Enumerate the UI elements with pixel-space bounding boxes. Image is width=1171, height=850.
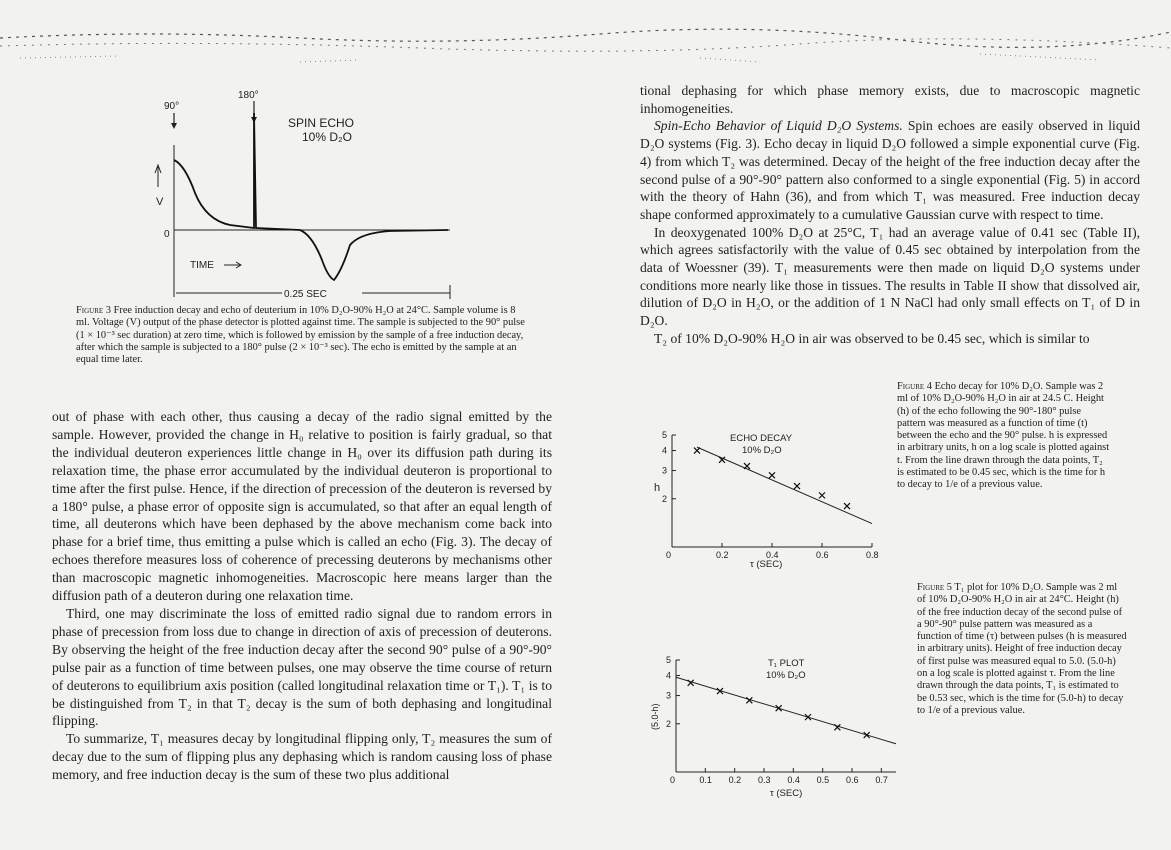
left-column [52, 408, 552, 784]
figure-3-caption-text: Free induction decay and echo of deuterium in 10% D₂O-90% H₂O at 24°C. Sample volume is 8 ml. Voltage (V) output of the phase detector is plotted against time. The sample is subjected to the 90° pulse (1 × 10⁻³ sec duration) at zero time, which is followed by emission by the sample of a free induction decay, after which the sample is subjected to a 180° pulse (2 × 10⁻³ sec). The echo is emitted by the sample at an equal time later. [76, 305, 525, 366]
figure-3-caption-head: Figure 3 [76, 305, 111, 316]
label-90: 90° [164, 101, 180, 112]
time-label: TIME [190, 260, 214, 271]
fig4-y-tick-label: 4 [662, 445, 668, 456]
left-paragraph-2: Third, one may discriminate the loss of emitted radio signal due to random errors in phase of precession from loss due to change in direction of axis of precession of deuterons. By observing the height of the free induction decay after the second 90° pulse of a 90°-90° pulse pair as a function of time between pulses, one may observe the time course of return of deuterons to equilibrium axis position (called longitudinal relaxation time or T₁). T₁ is to be distinguished from T₂ in that T₂ decay is the sum of both dephasing and longitudinal flipping. [52, 605, 552, 729]
right-paragraph-3: In deoxygenated 100% D₂O at 25°C, T₁ had an average value of 0.41 sec (Table II), which agrees satisfactorily with the value of 0.45 sec obtained by interpolation from the data of Woessner (39). T₁ measurements were then made on liquid D₂O systems under conditions more nearly like those in tissues. The results in Table II show that dissolved air, dilution of D₂O in H₂O, or the addition of 1 N NaCl had only small effects on T₁ of D in D₂O. [640, 224, 1140, 329]
fig4-data-point [744, 463, 750, 469]
fig5-y-tick-label: 3 [666, 690, 672, 701]
fig5-x-tick-label: 0.2 [728, 775, 742, 785]
fig5-x-tick-label: 0.6 [846, 775, 859, 785]
fig4-data-point [694, 448, 700, 454]
label-180: 180° [238, 90, 259, 101]
fig4-y-label: h [654, 482, 661, 494]
right-paragraph-2 [640, 117, 1140, 223]
fig4-x-label: τ (SEC) [750, 559, 783, 570]
fig5-x-tick-label: 0.1 [699, 775, 712, 785]
figure-4-caption-head: Figure 4 [897, 381, 932, 392]
fig5-data-point [776, 705, 782, 711]
figure-3-title: SPIN ECHO [288, 116, 355, 130]
figure-3-trace [150, 85, 460, 305]
fig5-x-label: τ (SEC) [770, 788, 803, 799]
fig5-x-tick-label: 0.5 [816, 775, 830, 785]
figure-3-subtitle: 10% D₂O [302, 130, 353, 144]
left-paragraph-3: To summarize, T₁ measures decay by longitudinal flipping only, T₂ measures the sum of decay due to the sum of flipping plus any dephasing which is random causing loss of phase memory, and free induction decay is the sum of these two plus additional [52, 731, 552, 783]
fig4-x-tick-label: 0 [666, 550, 672, 560]
fig5-x-tick-label: 0.7 [875, 775, 888, 785]
figure-4-chart [650, 425, 890, 570]
fig5-y-tick-label: 4 [666, 670, 672, 681]
fig5-title: T₁ PLOT [768, 658, 805, 669]
fig5-data-point [834, 724, 840, 730]
right-paragraph-2-body: Spin echoes are easily observed in liquid D₂O systems (Fig. 3). Echo decay in liquid D₂O followed a simple exponential curve (Fig. 4) from which T₂ was determined. Decay of the height of the free induction decay after the second pulse of a 90°-90° pattern also conformed to a single exponential (Fig. 5) in accord with the theory of Hahn (36), and from which T₁ was measured. Free induction decay shape conformed approximately to a cumulative Gaussian curve with respect to time. [640, 118, 1140, 222]
right-column [640, 82, 1140, 348]
fig4-data-point [844, 503, 850, 509]
axis-v-label: V [156, 196, 164, 208]
figure-5-chart [650, 650, 910, 800]
figure-3-caption [76, 305, 526, 366]
right-paragraph-1: tional dephasing for which phase memory exists, due to macroscopic magnetic inhomogeneities. [640, 83, 1140, 116]
fig5-subtitle: 10% D₂O [766, 670, 806, 681]
fig5-y-tick-label: 5 [666, 655, 672, 665]
fig5-x-tick-label: 0.3 [758, 775, 771, 785]
fig4-subtitle: 10% D₂O [742, 445, 782, 456]
fig4-x-tick-label: 0.2 [716, 550, 729, 560]
fig5-x-tick-label: 0.4 [787, 775, 800, 785]
figure-5-caption-head: Figure 5 [917, 582, 952, 593]
figure-4-caption-text: Echo decay for 10% D₂O. Sample was 2 ml of 10% D₂O-90% H₂O in air at 24.5 C. Height (h) of the echo following the 90°-180° pulse pattern was measured as a function of time (t) between the echo and the 90° pulse. h is expressed in arbitrary units, h on a log scale is plotted against t. From the line drawn through the data points, T₂ is estimated to be 0.45 sec, which is the time for h to decay to 1/e of a previous value. [897, 381, 1110, 491]
fig5-y-label: (5.0-h) [650, 703, 660, 730]
fig5-y-tick-label: 2 [666, 718, 672, 729]
scan-noise-band [0, 18, 1171, 78]
section-heading: Spin-Echo Behavior of Liquid D₂O Systems. [654, 118, 903, 134]
figure-4-caption [897, 381, 1112, 492]
right-paragraph-4: T₂ of 10% D₂O-90% H₂O in air was observed to be 0.45 sec, which is similar to [654, 330, 1090, 346]
figure-5-caption-text: T₁ plot for 10% D₂O. Sample was 2 ml of 10% D₂O-90% H₂O in air at 24°C. Height (h) of the free induction decay of the second pulse of a 90°-90° pulse pattern was measured as a function of time (τ) between pulses (h is measured in arbitrary units). Height of free induction decay of first pulse was measured equal to 5.0. (5.0-h) on a log scale is plotted against τ. From the line drawn through the data points, T₁ is estimated to be 0.53 sec, which is the time for (5.0-h) to decay to 1/e of a previous value. [917, 582, 1127, 716]
fig4-data-point [769, 472, 775, 478]
fig4-x-tick-label: 0.4 [766, 550, 779, 560]
fig4-y-tick-label: 5 [662, 430, 668, 440]
fig5-data-point [805, 714, 811, 720]
scale-label: 0.25 SEC [284, 289, 327, 300]
fig4-y-tick-label: 2 [662, 493, 668, 504]
fig4-x-tick-label: 0.8 [866, 550, 879, 560]
fig5-x-tick-label: 0 [670, 775, 676, 785]
fig5-fit-line [676, 677, 896, 743]
fig4-data-point [794, 483, 800, 489]
fig4-title: ECHO DECAY [730, 433, 793, 444]
axis-zero-label: 0 [164, 229, 170, 240]
fig4-y-tick-label: 3 [662, 465, 668, 476]
fig4-x-tick-label: 0.6 [816, 550, 829, 560]
figure-5-caption [917, 582, 1127, 717]
fig4-data-point [819, 492, 825, 498]
left-paragraph-1: out of phase with each other, thus causing a decay of the radio signal emitted by the sample. However, provided the change in H₀ relative to position is fairly gradual, so that the individual deuteron experiences little change in H₀ over its diffusion path during its relaxation time, the phase error accumulated by the individual deuteron is proportional to time after the first pulse. Hence, if the direction of precession of the deuteron is reversed by a 180° pulse, a phase error of opposite sign is accumulated, so that after an equal length of time, all deuterons which have been dephased by the above mechanism come back into phase for a brief time, thus emitting a pulse which is called an echo (Fig. 3). The decay of echoes therefore measures loss of coherence of precessing deuterons by mechanisms other than macroscopic magnetic inhomogeneities. Macroscopic here means larger than the diffusion path of a deuteron during one relaxation time. [52, 409, 552, 604]
